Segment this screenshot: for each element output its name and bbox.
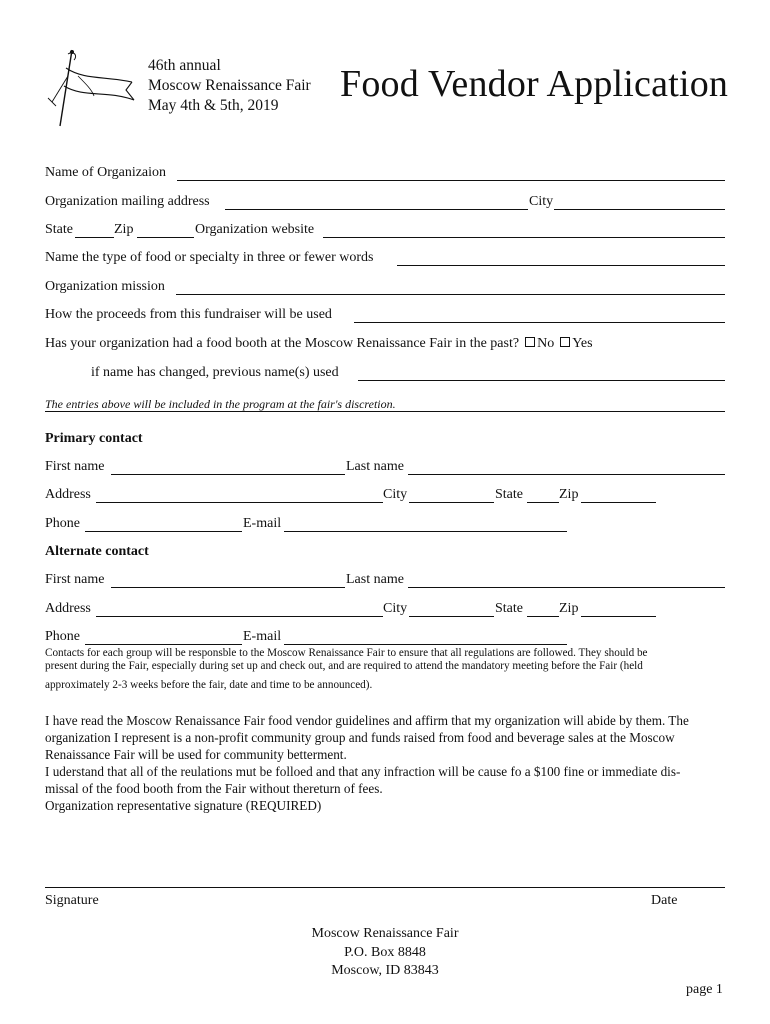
past-booth-question (45, 336, 593, 352)
alternate-city-field[interactable] (409, 616, 494, 617)
alternate-first-name-field[interactable] (111, 587, 345, 588)
signature-field[interactable] (45, 887, 725, 888)
contacts-note-line-1: Contacts for each group will be responsble to the Moscow Renaissance Fair to ensure that all regulations are followed. They should be (45, 647, 648, 659)
primary-zip-field[interactable] (581, 502, 656, 503)
alternate-state-label: State (495, 601, 523, 616)
mission-label: Organization mission (45, 279, 165, 294)
primary-first-name-field[interactable] (111, 474, 345, 475)
page-title: Food Vendor Application (340, 63, 729, 105)
agreement-line-6: Organization representative signature (REQUIRED) (45, 798, 322, 813)
fair-logo (44, 46, 144, 130)
primary-last-name-label: Last name (346, 459, 404, 474)
alternate-first-name-label: First name (45, 572, 105, 587)
section-divider (45, 411, 725, 412)
no-checkbox[interactable] (525, 337, 535, 347)
primary-city-field[interactable] (409, 502, 494, 503)
primary-email-label: E-mail (243, 516, 282, 531)
alternate-city-label: City (383, 601, 408, 616)
footer-city-state: Moscow, ID 83843 (331, 963, 439, 978)
edition-text: 46th annual (148, 57, 221, 74)
org-state-label: State (45, 222, 73, 237)
date-label: Date (651, 893, 678, 908)
previous-names-label: if name has changed, previous name(s) used (91, 365, 339, 380)
primary-contact-heading: Primary contact (45, 431, 143, 446)
alternate-state-field[interactable] (527, 616, 559, 617)
mailing-address-label: Organization mailing address (45, 194, 210, 209)
alternate-zip-label: Zip (559, 601, 579, 616)
mission-field[interactable] (176, 294, 725, 295)
primary-first-name-label: First name (45, 459, 105, 474)
alternate-address-field[interactable] (96, 616, 383, 617)
website-label: Organization website (195, 222, 315, 237)
primary-zip-label: Zip (559, 487, 579, 502)
org-zip-field[interactable] (137, 237, 194, 238)
agreement-line-4: I uderstand that all of the reulations mut be folloed and that any infraction will be cause fo a $100 fine or immediate dis- (45, 764, 681, 779)
alternate-email-label: E-mail (243, 629, 282, 644)
primary-email-field[interactable] (284, 531, 567, 532)
program-note: The entries above will be included in the program at the fair's discretion. (45, 397, 396, 411)
website-field[interactable] (323, 237, 725, 238)
primary-last-name-field[interactable] (408, 474, 725, 475)
primary-phone-field[interactable] (85, 531, 242, 532)
alternate-phone-label: Phone (45, 629, 80, 644)
alternate-email-field[interactable] (284, 644, 567, 645)
food-type-field[interactable] (397, 265, 725, 266)
page-number: page 1 (686, 982, 723, 997)
alternate-zip-field[interactable] (581, 616, 656, 617)
agreement-line-3: Renaissance Fair will be used for community betterment. (45, 747, 347, 762)
alternate-contact-heading: Alternate contact (45, 544, 149, 559)
footer-org: Moscow Renaissance Fair (311, 926, 459, 941)
agreement-line-5: missal of the food booth from the Fair without thereturn of fees. (45, 781, 383, 796)
previous-names-field[interactable] (358, 380, 725, 381)
yes-checkbox[interactable] (560, 337, 570, 347)
org-city-field[interactable] (554, 209, 725, 210)
food-type-label: Name the type of food or specialty in three or fewer words (45, 250, 374, 265)
alternate-address-label: Address (45, 601, 91, 616)
org-city-label: City (529, 194, 554, 209)
org-zip-label: Zip (114, 222, 134, 237)
primary-city-label: City (383, 487, 408, 502)
yes-label: Yes (572, 336, 593, 351)
contacts-note-line-3: approximately 2-3 weeks before the fair, date and time to be announced). (45, 679, 373, 691)
proceeds-field[interactable] (354, 322, 725, 323)
org-name-label: Name of Organizaion (45, 165, 167, 180)
past-booth-text: Has your organization had a food booth at the Moscow Renaissance Fair in the past? (45, 336, 520, 351)
mailing-address-field[interactable] (225, 209, 528, 210)
primary-state-field[interactable] (527, 502, 559, 503)
alternate-phone-field[interactable] (85, 644, 242, 645)
footer-po-box: P.O. Box 8848 (344, 944, 426, 960)
primary-address-label: Address (45, 487, 91, 502)
org-name-field[interactable] (177, 180, 725, 181)
org-state-field[interactable] (75, 237, 114, 238)
event-name: Moscow Renaissance Fair (148, 77, 311, 94)
alternate-last-name-field[interactable] (408, 587, 725, 588)
primary-state-label: State (495, 487, 523, 502)
primary-phone-label: Phone (45, 516, 80, 531)
agreement-line-2: organization I represent is a non-profit community group and funds raised from food and beverage sales at the Moscow (45, 730, 675, 745)
primary-address-field[interactable] (96, 502, 383, 503)
proceeds-label: How the proceeds from this fundraiser will be used (45, 307, 332, 322)
agreement-line-1: I have read the Moscow Renaissance Fair food vendor guidelines and affirm that my organization will abide by them. The (45, 713, 689, 728)
signature-label: Signature (45, 893, 99, 908)
event-dates: May 4th & 5th, 2019 (148, 97, 279, 114)
no-label: No (537, 336, 555, 351)
contacts-note-line-2: present during the Fair, especially during set up and check out, and are required to attend the mandatory meeting before the Fair (held (45, 660, 643, 672)
alternate-last-name-label: Last name (346, 572, 404, 587)
